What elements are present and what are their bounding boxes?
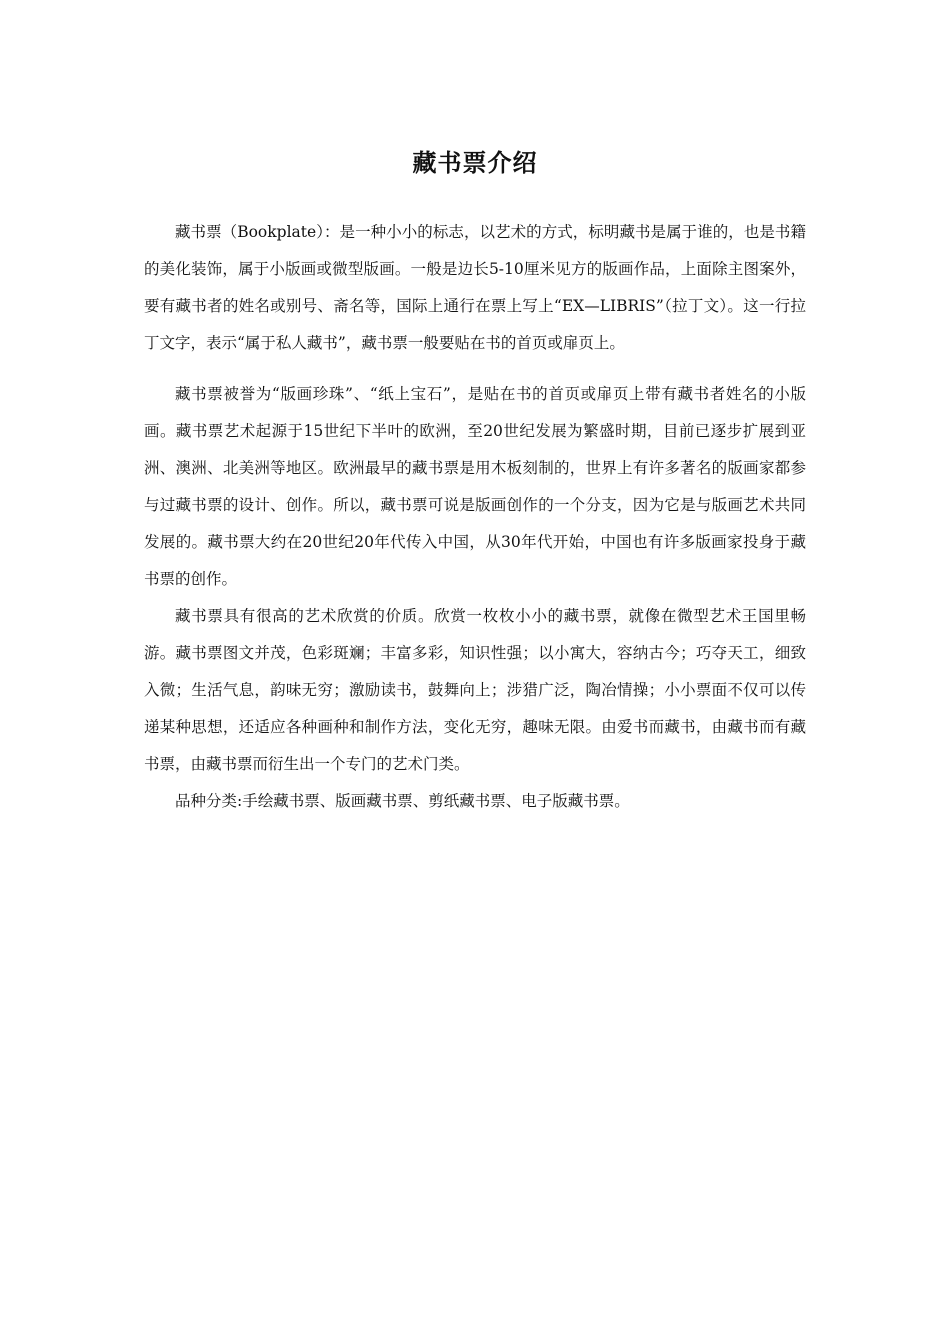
paragraph-definition: 藏书票（Bookplate）：是一种小小的标志，以艺术的方式，标明藏书是属于谁的，也是书籍的美化装饰，属于小版画或微型版画。一般是边长5-10厘米见方的版画作品，上面除主图案外，要有藏书者的姓名或别号、斋名等，国际上通行在票上写上“EX—LIBRIS”（拉丁文）。这一行拉丁文字，表示“属于私人藏书”，藏书票一般要贴在书的首页或扉页上。 xyxy=(144,223,806,352)
document-body xyxy=(144,214,806,820)
paragraph-history: 藏书票被誉为“版画珍珠”、“纸上宝石”，是贴在书的首页或扉页上带有藏书者姓名的小版画。藏书票艺术起源于15世纪下半叶的欧洲，至20世纪发展为繁盛时期，目前已逐步扩展到亚洲、澳洲、北美洲等地区。欧洲最早的藏书票是用木板刻制的，世界上有许多著名的版画家都参与过藏书票的设计、创作。所以，藏书票可说是版画创作的一个分支，因为它是与版画艺术共同发展的。藏书票大约在20世纪20年代传入中国，从30年代开始，中国也有许多版画家投身于藏书票的创作。 xyxy=(144,385,806,588)
paragraph-appreciation: 藏书票具有很高的艺术欣赏的价质。欣赏一枚枚小小的藏书票，就像在微型艺术王国里畅游。藏书票图文并茂，色彩斑斓；丰富多彩，知识性强；以小寓大，容纳古今；巧夺天工，细致入微；生活气息，韵味无穷；激励读书，鼓舞向上；涉猎广泛，陶冶情操；小小票面不仅可以传递某种思想，还适应各种画种和制作方法，变化无穷，趣味无限。由爱书而藏书，由藏书而有藏书票，由藏书票而衍生出一个专门的艺术门类。 xyxy=(144,607,806,773)
paragraph-categories: 品种分类:手绘藏书票、版画藏书票、剪纸藏书票、电子版藏书票。 xyxy=(175,792,630,810)
document-title: 藏书票介绍 xyxy=(412,149,538,177)
